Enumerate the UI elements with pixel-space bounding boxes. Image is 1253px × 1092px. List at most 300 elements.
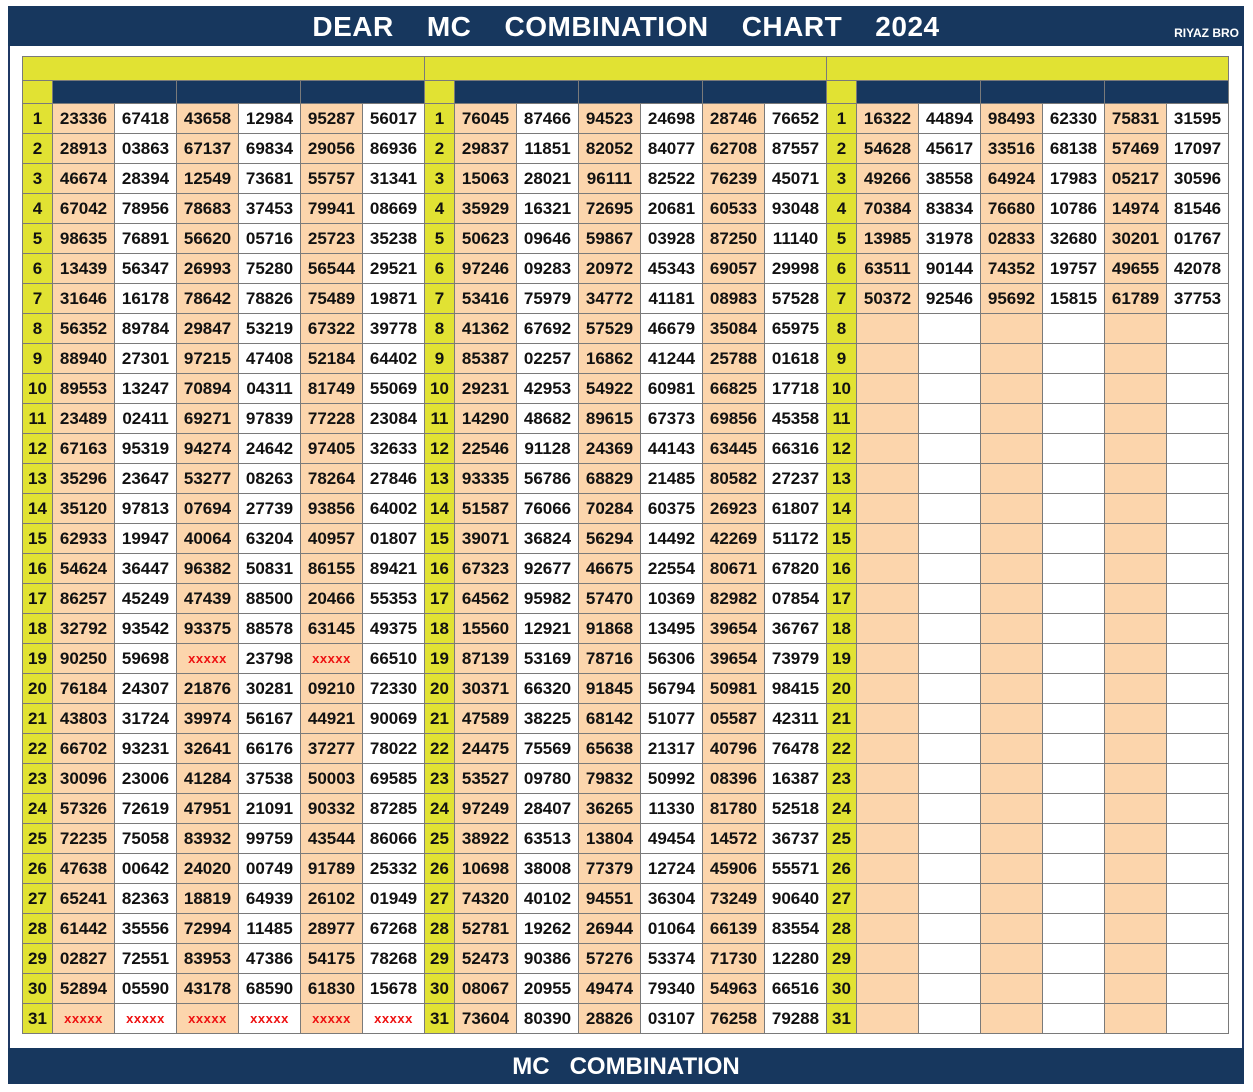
result-cell: 95982: [517, 584, 579, 614]
table-row: [23, 764, 1229, 794]
result-cell: 05587: [703, 704, 765, 734]
result-cell: 95287: [301, 104, 363, 134]
month-header-may: [425, 57, 827, 81]
result-cell: [919, 644, 981, 674]
result-cell: 78683: [177, 194, 239, 224]
day-number-cell: 8: [23, 314, 53, 344]
result-cell: 52781: [455, 914, 517, 944]
result-cell: 29998: [765, 254, 827, 284]
result-cell: 93048: [765, 194, 827, 224]
result-cell: [1167, 944, 1229, 974]
day-number-cell: 13: [827, 464, 857, 494]
no-result-marker: xxxxx: [177, 644, 239, 674]
result-cell: 15815: [1043, 284, 1105, 314]
result-cell: 42269: [703, 524, 765, 554]
slot-header-6pm: [981, 81, 1105, 104]
result-cell: [1105, 314, 1167, 344]
result-cell: 09780: [517, 764, 579, 794]
result-cell: 35296: [53, 464, 115, 494]
result-cell: 78826: [239, 284, 301, 314]
day-number-cell: 30: [425, 974, 455, 1004]
day-number-cell: 28: [425, 914, 455, 944]
result-cell: 68829: [579, 464, 641, 494]
result-cell: 87285: [363, 794, 425, 824]
result-cell: [1043, 944, 1105, 974]
result-cell: 83554: [765, 914, 827, 944]
result-cell: 12549: [177, 164, 239, 194]
result-cell: 60533: [703, 194, 765, 224]
result-cell: 62708: [703, 134, 765, 164]
result-cell: 49655: [1105, 254, 1167, 284]
day-number-cell: 2: [827, 134, 857, 164]
result-cell: 31595: [1167, 104, 1229, 134]
result-cell: 17983: [1043, 164, 1105, 194]
result-cell: 03107: [641, 1004, 703, 1034]
result-cell: 77228: [301, 404, 363, 434]
table-row: [23, 134, 1229, 164]
table-row: [23, 494, 1229, 524]
result-cell: [1043, 674, 1105, 704]
result-cell: 28394: [115, 164, 177, 194]
result-cell: 95692: [981, 284, 1043, 314]
result-cell: [919, 1004, 981, 1034]
result-cell: 69834: [239, 134, 301, 164]
result-cell: 09210: [301, 674, 363, 704]
day-number-cell: 27: [827, 884, 857, 914]
result-cell: 90250: [53, 644, 115, 674]
result-cell: 36447: [115, 554, 177, 584]
result-cell: 45906: [703, 854, 765, 884]
result-cell: 43544: [301, 824, 363, 854]
result-cell: 47951: [177, 794, 239, 824]
result-cell: 88940: [53, 344, 115, 374]
day-number-cell: 30: [827, 974, 857, 1004]
day-number-cell: 12: [425, 434, 455, 464]
result-cell: [1043, 824, 1105, 854]
result-cell: 16322: [857, 104, 919, 134]
result-cell: 15560: [455, 614, 517, 644]
result-cell: [981, 944, 1043, 974]
slot-header-1pm: [455, 81, 579, 104]
result-cell: 01767: [1167, 224, 1229, 254]
result-cell: 96111: [579, 164, 641, 194]
result-cell: [1167, 404, 1229, 434]
combination-table: [22, 56, 1229, 1034]
result-cell: [1167, 614, 1229, 644]
result-cell: 75979: [517, 284, 579, 314]
result-cell: 19262: [517, 914, 579, 944]
month-header-april: [23, 57, 425, 81]
result-cell: 45358: [765, 404, 827, 434]
result-cell: [1105, 584, 1167, 614]
result-cell: 97215: [177, 344, 239, 374]
result-cell: [1043, 434, 1105, 464]
result-cell: [1105, 524, 1167, 554]
result-cell: 34772: [579, 284, 641, 314]
result-cell: 83953: [177, 944, 239, 974]
result-cell: 47439: [177, 584, 239, 614]
table-body: [23, 104, 1229, 1034]
day-number-cell: 6: [425, 254, 455, 284]
day-number-cell: 16: [425, 554, 455, 584]
result-cell: 93335: [455, 464, 517, 494]
result-cell: 51172: [765, 524, 827, 554]
day-number-cell: 7: [425, 284, 455, 314]
result-cell: [919, 944, 981, 974]
table-row: [23, 704, 1229, 734]
result-cell: [919, 914, 981, 944]
table-row: [23, 404, 1229, 434]
result-cell: 87466: [517, 104, 579, 134]
result-cell: 47408: [239, 344, 301, 374]
result-cell: [919, 974, 981, 1004]
day-number-cell: 27: [23, 884, 53, 914]
result-cell: [981, 524, 1043, 554]
result-cell: 66516: [765, 974, 827, 1004]
result-cell: 55069: [363, 374, 425, 404]
result-cell: [1043, 554, 1105, 584]
result-cell: 63445: [703, 434, 765, 464]
result-cell: 28407: [517, 794, 579, 824]
result-cell: [1043, 974, 1105, 1004]
result-cell: [981, 794, 1043, 824]
day-number-cell: 17: [827, 584, 857, 614]
result-cell: 56347: [115, 254, 177, 284]
day-number-cell: 19: [827, 644, 857, 674]
result-cell: 25332: [363, 854, 425, 884]
result-cell: [857, 314, 919, 344]
result-cell: 70894: [177, 374, 239, 404]
result-cell: 39654: [703, 644, 765, 674]
result-cell: 64002: [363, 494, 425, 524]
day-number-cell: 28: [23, 914, 53, 944]
result-cell: [919, 464, 981, 494]
result-cell: 94274: [177, 434, 239, 464]
result-cell: 23647: [115, 464, 177, 494]
day-number-cell: 11: [23, 404, 53, 434]
result-cell: 78264: [301, 464, 363, 494]
result-cell: 73979: [765, 644, 827, 674]
result-cell: 54922: [579, 374, 641, 404]
day-number-cell: 1: [23, 104, 53, 134]
result-cell: 76045: [455, 104, 517, 134]
day-number-cell: 9: [827, 344, 857, 374]
result-cell: 91128: [517, 434, 579, 464]
day-number-cell: 15: [23, 524, 53, 554]
result-cell: 76652: [765, 104, 827, 134]
result-cell: 80582: [703, 464, 765, 494]
result-cell: 03928: [641, 224, 703, 254]
slot-header-1pm: [857, 81, 981, 104]
result-cell: 57529: [579, 314, 641, 344]
result-cell: 10369: [641, 584, 703, 614]
result-cell: [1105, 1004, 1167, 1034]
result-cell: 39778: [363, 314, 425, 344]
day-number-cell: 28: [827, 914, 857, 944]
result-cell: 81749: [301, 374, 363, 404]
result-cell: 29837: [455, 134, 517, 164]
result-cell: 11140: [765, 224, 827, 254]
result-cell: 90069: [363, 704, 425, 734]
result-cell: [1167, 374, 1229, 404]
result-cell: [857, 794, 919, 824]
result-cell: 30281: [239, 674, 301, 704]
day-number-cell: 4: [827, 194, 857, 224]
result-cell: 91789: [301, 854, 363, 884]
result-cell: [981, 1004, 1043, 1034]
result-cell: [919, 764, 981, 794]
table-row: [23, 314, 1229, 344]
table-row: [23, 824, 1229, 854]
result-cell: 81780: [703, 794, 765, 824]
result-cell: [1105, 704, 1167, 734]
result-cell: 19871: [363, 284, 425, 314]
result-cell: 08983: [703, 284, 765, 314]
result-cell: [1043, 524, 1105, 554]
day-number-cell: 21: [827, 704, 857, 734]
result-cell: 29231: [455, 374, 517, 404]
result-cell: 89553: [53, 374, 115, 404]
result-cell: 72551: [115, 944, 177, 974]
result-cell: [981, 404, 1043, 434]
result-cell: 21485: [641, 464, 703, 494]
result-cell: [857, 644, 919, 674]
result-cell: 36824: [517, 524, 579, 554]
result-cell: 86257: [53, 584, 115, 614]
result-cell: [1105, 854, 1167, 884]
result-cell: 04311: [239, 374, 301, 404]
result-cell: 90640: [765, 884, 827, 914]
result-cell: 54963: [703, 974, 765, 1004]
result-cell: 99759: [239, 824, 301, 854]
day-number-cell: 23: [23, 764, 53, 794]
result-cell: 16178: [115, 284, 177, 314]
result-cell: 13439: [53, 254, 115, 284]
result-cell: 20955: [517, 974, 579, 1004]
result-cell: 25723: [301, 224, 363, 254]
result-cell: 02833: [981, 224, 1043, 254]
result-cell: 61789: [1105, 284, 1167, 314]
result-cell: 31341: [363, 164, 425, 194]
result-cell: 27301: [115, 344, 177, 374]
result-cell: [981, 974, 1043, 1004]
result-cell: 26993: [177, 254, 239, 284]
result-cell: 98415: [765, 674, 827, 704]
result-cell: 76258: [703, 1004, 765, 1034]
result-cell: [1105, 824, 1167, 854]
result-cell: 05590: [115, 974, 177, 1004]
result-cell: 32792: [53, 614, 115, 644]
result-cell: 56017: [363, 104, 425, 134]
result-cell: 13985: [857, 224, 919, 254]
result-cell: 20681: [641, 194, 703, 224]
result-cell: 94551: [579, 884, 641, 914]
result-cell: 01618: [765, 344, 827, 374]
result-cell: 30371: [455, 674, 517, 704]
day-number-cell: 8: [425, 314, 455, 344]
result-cell: 55757: [301, 164, 363, 194]
result-cell: 76478: [765, 734, 827, 764]
result-cell: 17097: [1167, 134, 1229, 164]
result-cell: 51077: [641, 704, 703, 734]
result-cell: 78268: [363, 944, 425, 974]
result-cell: [981, 344, 1043, 374]
result-cell: 40064: [177, 524, 239, 554]
result-cell: 65638: [579, 734, 641, 764]
result-cell: [857, 974, 919, 1004]
day-number-cell: 9: [23, 344, 53, 374]
day-number-cell: 27: [425, 884, 455, 914]
result-cell: 00642: [115, 854, 177, 884]
result-cell: 32641: [177, 734, 239, 764]
table-row: [23, 464, 1229, 494]
result-cell: 28826: [579, 1004, 641, 1034]
result-cell: 35120: [53, 494, 115, 524]
table-row: [23, 854, 1229, 884]
author-credit: RIYAZ BRO: [1174, 26, 1239, 40]
result-cell: 83834: [919, 194, 981, 224]
result-cell: 42311: [765, 704, 827, 734]
result-cell: 41284: [177, 764, 239, 794]
result-cell: 29847: [177, 314, 239, 344]
result-cell: 67373: [641, 404, 703, 434]
footer-label: MC COMBINATION: [512, 1053, 740, 1080]
day-number-cell: 15: [425, 524, 455, 554]
result-cell: 90386: [517, 944, 579, 974]
result-cell: 10786: [1043, 194, 1105, 224]
day-number-cell: 15: [827, 524, 857, 554]
result-cell: 97246: [455, 254, 517, 284]
result-cell: [919, 434, 981, 464]
result-cell: 59698: [115, 644, 177, 674]
result-cell: [1167, 794, 1229, 824]
result-cell: 76680: [981, 194, 1043, 224]
result-cell: 32633: [363, 434, 425, 464]
day-number-cell: 31: [425, 1004, 455, 1034]
result-cell: 56306: [641, 644, 703, 674]
table-row: [23, 914, 1229, 944]
day-number-cell: 17: [23, 584, 53, 614]
result-cell: 28746: [703, 104, 765, 134]
result-cell: [1167, 434, 1229, 464]
result-cell: [1167, 554, 1229, 584]
result-cell: 14492: [641, 524, 703, 554]
day-number-cell: 18: [827, 614, 857, 644]
result-cell: [1043, 584, 1105, 614]
table-row: [23, 644, 1229, 674]
result-cell: [857, 824, 919, 854]
result-cell: 12280: [765, 944, 827, 974]
result-cell: 61830: [301, 974, 363, 1004]
result-cell: 97813: [115, 494, 177, 524]
result-cell: 45071: [765, 164, 827, 194]
day-number-cell: 22: [425, 734, 455, 764]
result-cell: 35238: [363, 224, 425, 254]
result-cell: 88500: [239, 584, 301, 614]
result-cell: [919, 734, 981, 764]
result-cell: 29056: [301, 134, 363, 164]
result-cell: 75058: [115, 824, 177, 854]
result-cell: 47589: [455, 704, 517, 734]
result-cell: 82052: [579, 134, 641, 164]
result-cell: 74352: [981, 254, 1043, 284]
table-row: [23, 434, 1229, 464]
result-cell: 79288: [765, 1004, 827, 1034]
result-cell: [919, 854, 981, 884]
result-cell: [981, 584, 1043, 614]
result-cell: 35084: [703, 314, 765, 344]
result-cell: 56794: [641, 674, 703, 704]
result-cell: 64562: [455, 584, 517, 614]
result-cell: 76239: [703, 164, 765, 194]
result-cell: [919, 494, 981, 524]
result-cell: 14290: [455, 404, 517, 434]
result-cell: 40957: [301, 524, 363, 554]
result-cell: [857, 764, 919, 794]
result-cell: 56294: [579, 524, 641, 554]
result-cell: [1043, 464, 1105, 494]
result-cell: [1105, 764, 1167, 794]
day-number-cell: 26: [827, 854, 857, 884]
day-number-cell: 24: [425, 794, 455, 824]
result-cell: 13247: [115, 374, 177, 404]
result-cell: 29521: [363, 254, 425, 284]
result-cell: 23006: [115, 764, 177, 794]
result-cell: [1167, 494, 1229, 524]
result-cell: [919, 404, 981, 434]
result-cell: 66320: [517, 674, 579, 704]
result-cell: [857, 674, 919, 704]
result-cell: [981, 554, 1043, 584]
result-cell: 45249: [115, 584, 177, 614]
result-cell: 44921: [301, 704, 363, 734]
result-cell: [1043, 344, 1105, 374]
result-cell: [857, 1004, 919, 1034]
day-column-header: [827, 81, 857, 104]
day-number-cell: 22: [23, 734, 53, 764]
result-cell: 57528: [765, 284, 827, 314]
result-cell: 78716: [579, 644, 641, 674]
result-cell: 80671: [703, 554, 765, 584]
result-cell: [1105, 674, 1167, 704]
result-cell: [1105, 884, 1167, 914]
result-cell: 67692: [517, 314, 579, 344]
result-cell: 01949: [363, 884, 425, 914]
result-cell: 41362: [455, 314, 517, 344]
result-cell: 53416: [455, 284, 517, 314]
day-number-cell: 25: [425, 824, 455, 854]
day-number-cell: 3: [23, 164, 53, 194]
result-cell: 18819: [177, 884, 239, 914]
result-cell: [1043, 314, 1105, 344]
result-cell: [1167, 314, 1229, 344]
result-cell: 49454: [641, 824, 703, 854]
result-cell: 63511: [857, 254, 919, 284]
result-cell: 67418: [115, 104, 177, 134]
result-cell: 49474: [579, 974, 641, 1004]
result-cell: [1043, 764, 1105, 794]
result-cell: [1043, 404, 1105, 434]
result-cell: 64924: [981, 164, 1043, 194]
result-cell: 13804: [579, 824, 641, 854]
result-cell: 68142: [579, 704, 641, 734]
result-cell: 94523: [579, 104, 641, 134]
result-cell: [857, 494, 919, 524]
result-cell: [1105, 944, 1167, 974]
result-cell: 56167: [239, 704, 301, 734]
result-cell: 22554: [641, 554, 703, 584]
day-number-cell: 18: [23, 614, 53, 644]
